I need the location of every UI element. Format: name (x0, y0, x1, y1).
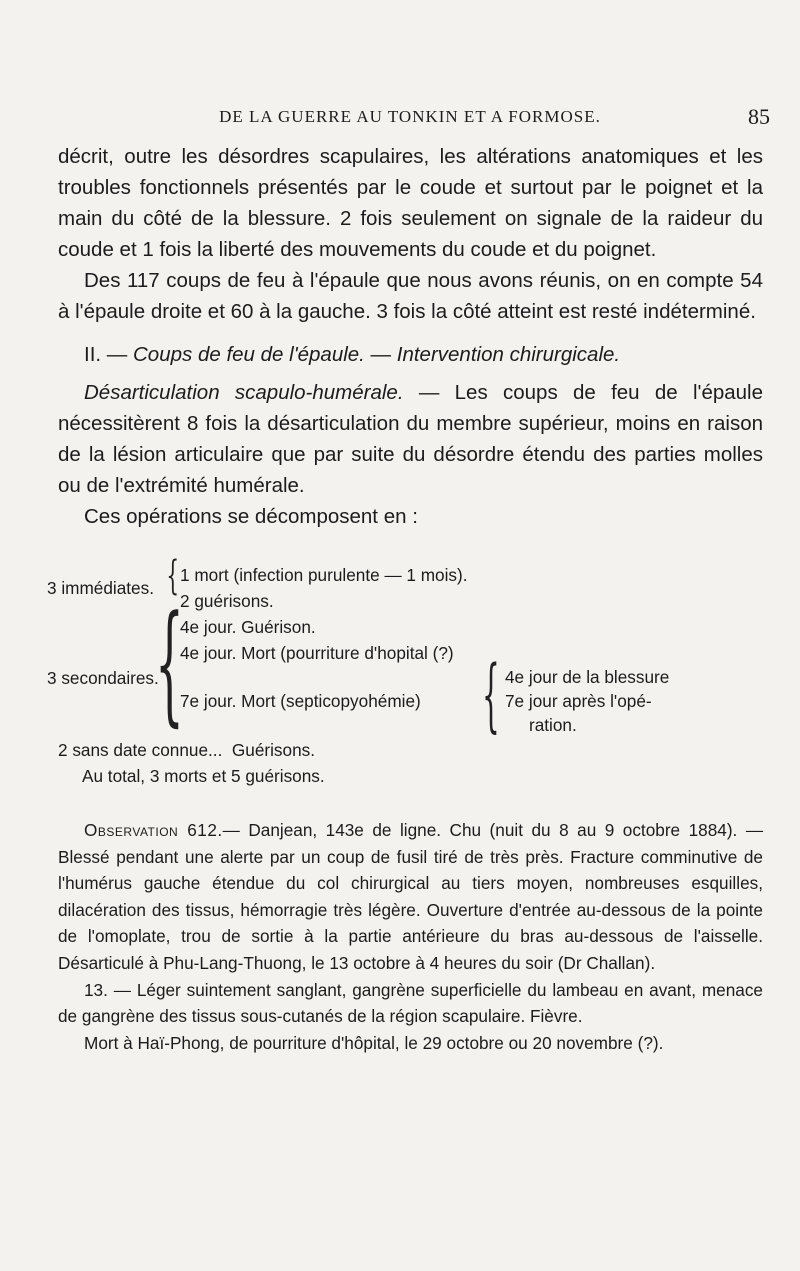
paragraph-3-text: — Les coups de feu de l'épaule nécessitèrent 8 fois la désarticulation du membre supérieur, moins en raison de la lésion articulaire que par suite du désordre étendu des parties molles ou de l'extrémité humérale. (58, 381, 763, 497)
secondary-line-1: 4e jour. Guérison. (180, 617, 316, 637)
brace-sub: { (482, 648, 500, 741)
observation-paragraph-3: Mort à Haï-Phong, de pourriture d'hôpital, le 29 octobre ou 20 novembre (?). (84, 1032, 664, 1053)
observation-paragraph-2: 13. — Léger suintement sanglant, gangrène superficielle du lambeau en avant, menace de gangrène des tissus sous-cutanés de la région scapulaire. Fièvre. (58, 979, 763, 1027)
section-number: II. — (84, 343, 128, 366)
section-title: Coups de feu de l'épaule. — Intervention chirurgicale. (133, 343, 621, 366)
secondary-line-3: 7e jour. Mort (septicopyohémie) (180, 691, 421, 711)
observation-label: Observation 612. (84, 820, 223, 840)
immediate-line-2: 2 guérisons. (180, 591, 274, 611)
secondary-label: 3 secondaires. (47, 668, 159, 688)
section-heading (58, 339, 763, 370)
running-title: DE LA GUERRE AU TONKIN ET A FORMOSE. (219, 107, 601, 126)
immediate-line-1: 1 mort (infection purulente — 1 mois). (180, 565, 468, 585)
brace-secondary: { (155, 587, 184, 739)
sub-line-1: 4e jour de la blessure (505, 667, 670, 687)
observation-block (58, 817, 763, 1056)
paragraph-3 (58, 377, 763, 501)
observation-text: — Danjean, 143e de ligne. Chu (nuit du 8 au 9 octobre 1884). — Blessé pendant une alerte par un coup de fusil tiré de très près. Fracture comminutive de l'humérus gauche étendue du col chirurgical au tiers moyen, nombreuses esquilles, dilacération des tissus, hémorragie très légère. Ouverture d'entrée au-dessous de la pointe de l'omoplate, trou de sortie à la partie antérieure du bras au-dessous de l'aisselle. Désarticulé à Phu-Lang-Thuong, le 13 octobre à 4 heures du soir (Dr Challan). (58, 820, 764, 973)
sub-line-3: ration. (529, 715, 577, 735)
unknown-date-line: 2 sans date connue... Guérisons. (58, 740, 316, 760)
paragraph-4: Ces opérations se décomposent en : (84, 505, 418, 528)
total-line: Au total, 3 morts et 5 guérisons. (82, 766, 325, 786)
secondary-line-2: 4e jour. Mort (pourriture d'hopital (?) (180, 643, 454, 663)
paragraph-1: décrit, outre les désordres scapulaires, les altérations anatomiques et les troubles fonctionnels présentés par le coude et surtout par le poignet et la main du côté de la blessure. 2 fois seulement on signale de la raideur du coude et 1 fois la liberté des mouvements du coude et du poignet. (58, 145, 763, 261)
paragraph-2: Des 117 coups de feu à l'épaule que nous avons réunis, on en compte 54 à l'épaule droite et 60 à la gauche. 3 fois la côté atteint est resté indéterminé. (58, 269, 763, 323)
body-text-top (58, 141, 763, 532)
subheading: Désarticulation scapulo-humérale. (84, 381, 404, 404)
observation-paragraph (58, 817, 763, 977)
immediate-label: 3 immédiates. (47, 578, 154, 598)
sub-line-2: 7e jour après l'opé- (505, 691, 652, 711)
page-number: 85 (748, 104, 770, 129)
brace-immediate: { (166, 553, 180, 599)
